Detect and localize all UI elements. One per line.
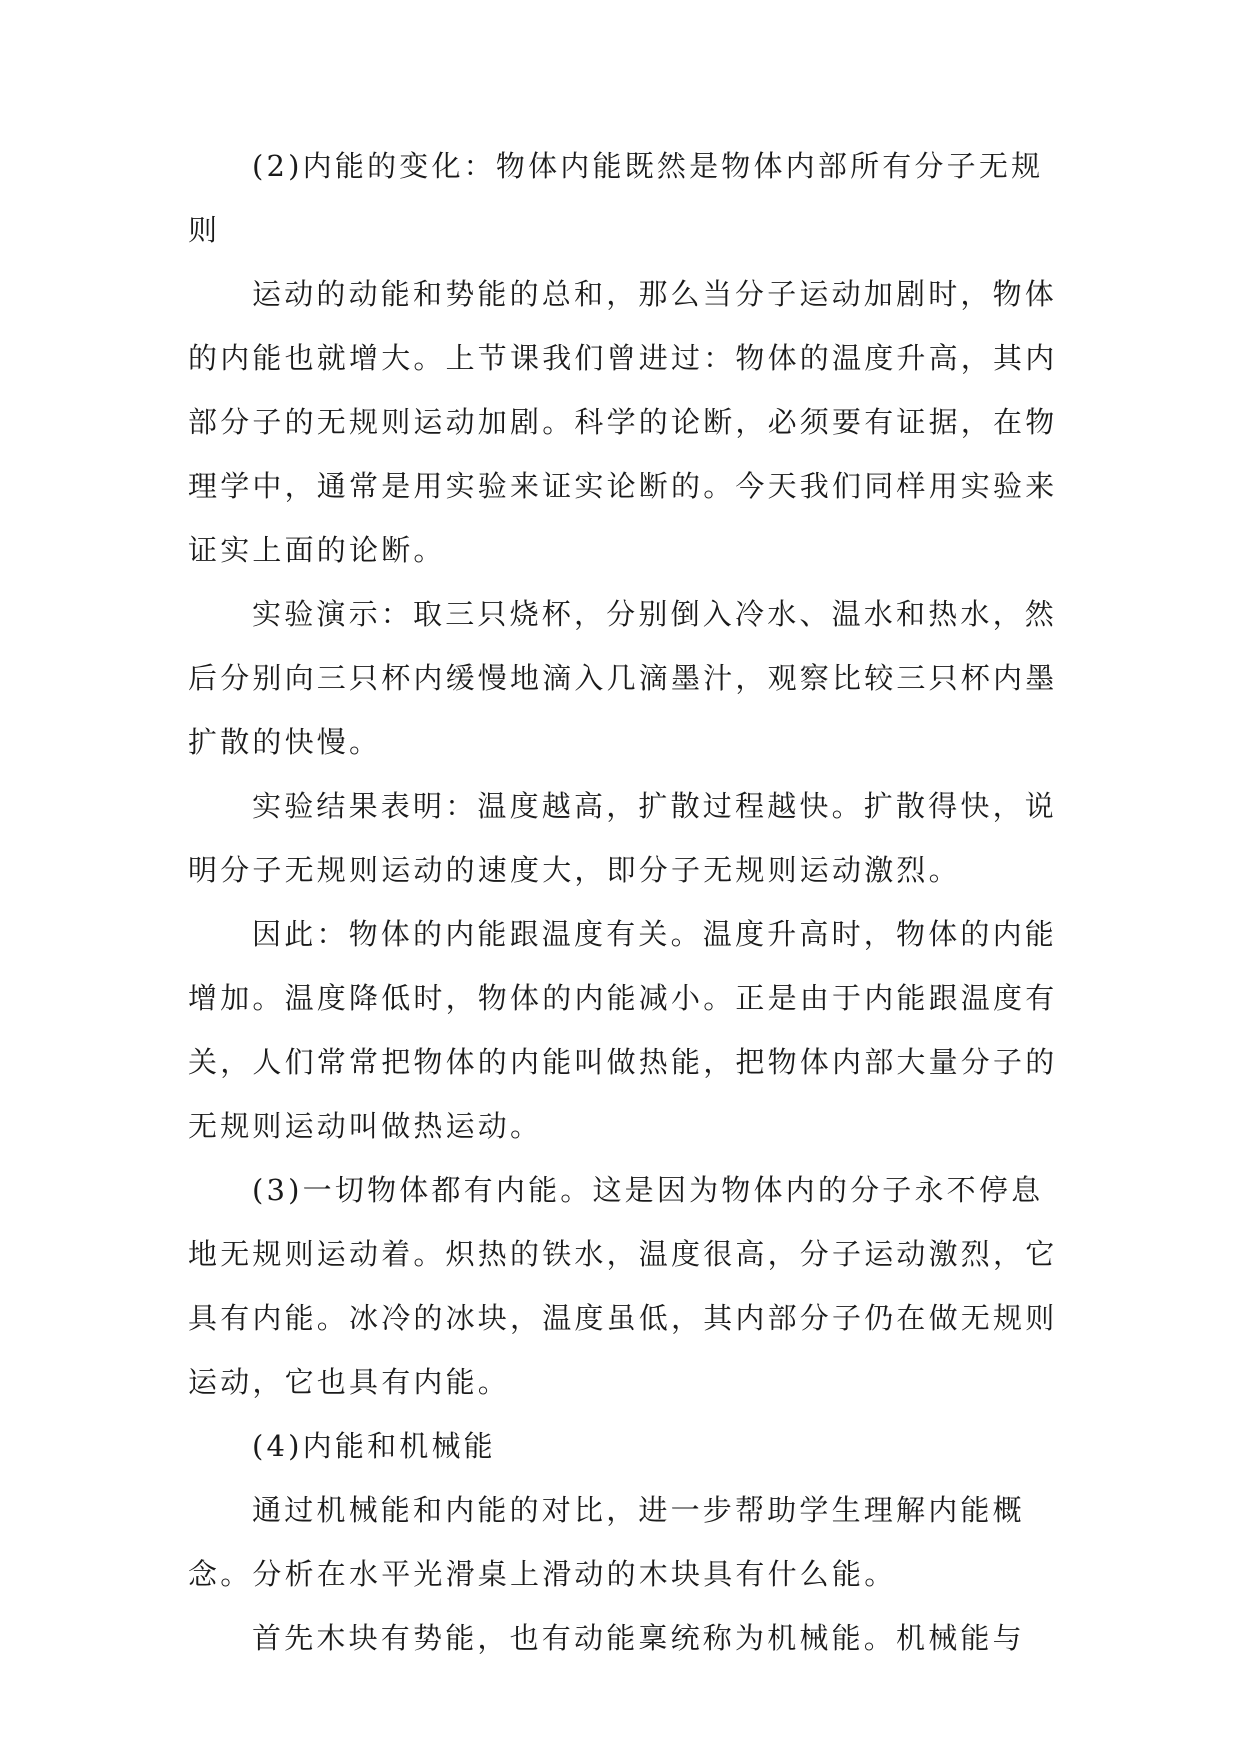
document-body — [188, 134, 1058, 1670]
paragraph-comparison: 通过机械能和内能的对比，进一步帮助学生理解内能概念。分析在水平光滑桌上滑动的木块具有什么能。 — [188, 1493, 1025, 1591]
paragraph-experiment-result: 实验结果表明：温度越高，扩散过程越快。扩散得快，说明分子无规则运动的速度大，即分子无规则运动激烈。 — [188, 789, 1058, 887]
paragraph-wood-block: 首先木块有势能，也有动能稟统称为机械能。机械能与 — [252, 1621, 1025, 1655]
paragraph-internal-energy-change: (2)内能的变化：物体内能既然是物体内部所有分子无规则 — [188, 149, 1044, 247]
paragraph-experiment-demo: 实验演示：取三只烧杯，分别倒入冷水、温水和热水，然后分别向三只杯内缓慢地滴入几滴墨汁，观察比较三只杯内墨扩散的快慢。 — [188, 597, 1058, 759]
paragraph-kinetic-potential-sum: 运动的动能和势能的总和，那么当分子运动加剧时，物体的内能也就增大。上节课我们曾进过：物体的温度升高，其内部分子的无规则运动加剧。科学的论断，必须要有证据，在物理学中，通常是用实验来证实论断的。今天我们同样用实验来证实上面的论断。 — [188, 277, 1058, 567]
heading-internal-and-mechanical: (4)内能和机械能 — [252, 1429, 496, 1463]
paragraph-conclusion: 因此：物体的内能跟温度有关。温度升高时，物体的内能增加。温度降低时，物体的内能减小。正是由于内能跟温度有关，人们常常把物体的内能叫做热能，把物体内部大量分子的无规则运动叫做热运动。 — [188, 917, 1058, 1143]
paragraph-all-objects-have-energy: (3)一切物体都有内能。这是因为物体内的分子永不停息地无规则运动着。炽热的铁水，温度很高，分子运动激烈，它具有内能。冰冷的冰块，温度虽低，其内部分子仍在做无规则运动，它也具有内能。 — [188, 1173, 1058, 1399]
